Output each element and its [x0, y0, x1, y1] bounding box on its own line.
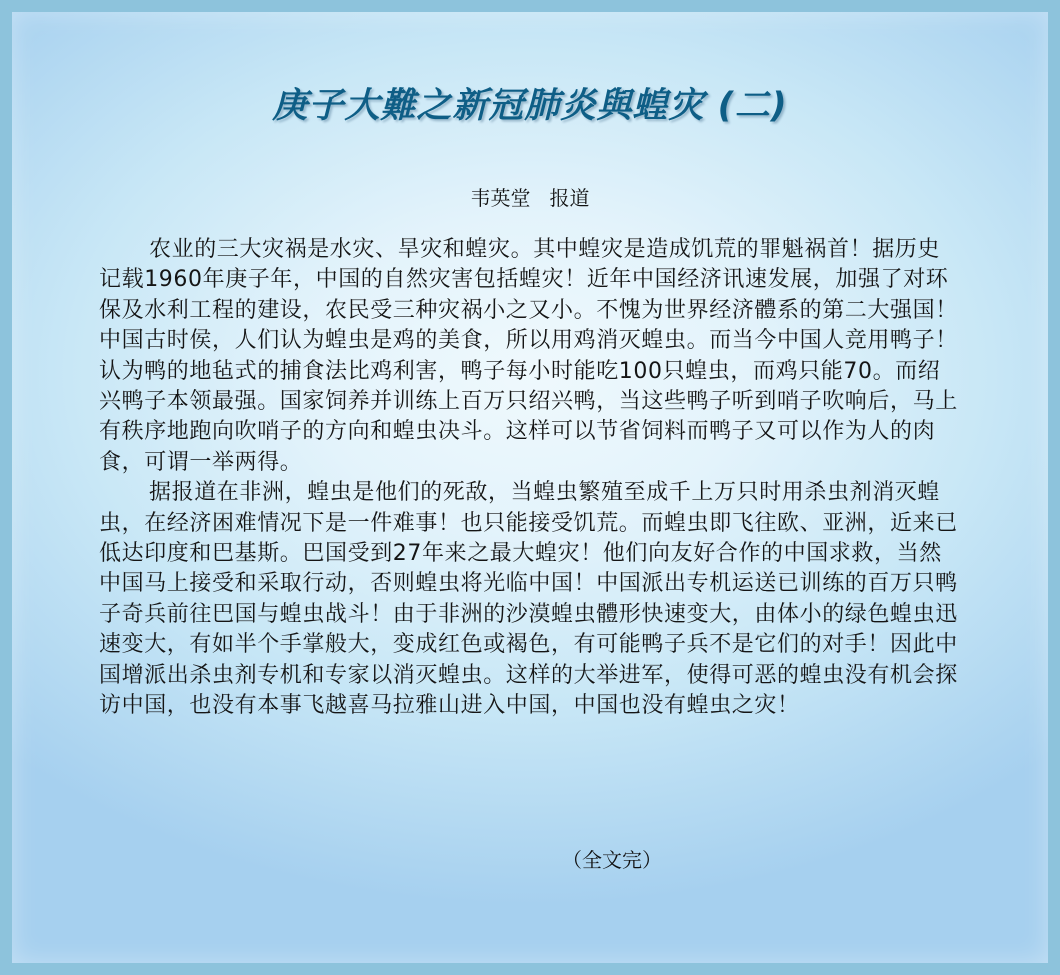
- article-body: [99, 235, 959, 722]
- paragraph-1: 农业的三大灾祸是水灾、旱灾和蝗灾。其中蝗灾是造成饥荒的罪魁祸首！据历史记载1960年庚子年，中国的自然灾害包括蝗灾！近年中国经济讯速发展，加强了对环保及水利工程的建设，农民受三种灾祸小之又小。不愧为世界经济體系的第二大强国！中国古时侯，人们认为蝗虫是鸡的美食，所以用鸡消灭蝗虫。而当今中国人竞用鸭子！认为鸭的地毡式的捕食法比鸡利害，鸭子每小时能吃100只蝗虫，而鸡只能70。而绍兴鸭子本领最强。国家饲养并训练上百万只绍兴鸭，当这些鸭子听到哨子吹响后，马上有秩序地跑向吹哨子的方向和蝗虫决斗。这样可以节省饲料而鸭子又可以作为人的肉食，可谓一举两得。: [99, 237, 958, 475]
- article-byline: 韦英堂 报道: [470, 186, 590, 210]
- article-closing: （全文完）: [562, 848, 662, 872]
- paragraph-2: 据报道在非洲，蝗虫是他们的死敌，当蝗虫繁殖至成千上万只时用杀虫剂消灭蝗虫，在经济困难情况下是一件难事！也只能接受饥荒。而蝗虫即飞往欧、亚洲，近来已低达印度和巴基斯。巴国受到27年来之最大蝗灾！他们向友好合作的中国求救，当然中国马上接受和采取行动，否则蝗虫将光临中国！中国派出专机运送已训练的百万只鸭子奇兵前往巴国与蝗虫战斗！由于非洲的沙漠蝗虫體形快速变大，由体小的绿色蝗虫迅速变大，有如半个手掌般大，变成红色或褐色，有可能鸭子兵不是它们的对手！因此中国增派出杀虫剂专机和专家以消灭蝗虫。这样的大举进军，使得可恶的蝗虫没有机会探访中国，也没有本事飞越喜马拉雅山进入中国，中国也没有蝗虫之灾！: [99, 480, 958, 719]
- article-panel: [12, 12, 1048, 963]
- article-title: 庚子大難之新冠肺炎與蝗灾 (二): [272, 86, 788, 126]
